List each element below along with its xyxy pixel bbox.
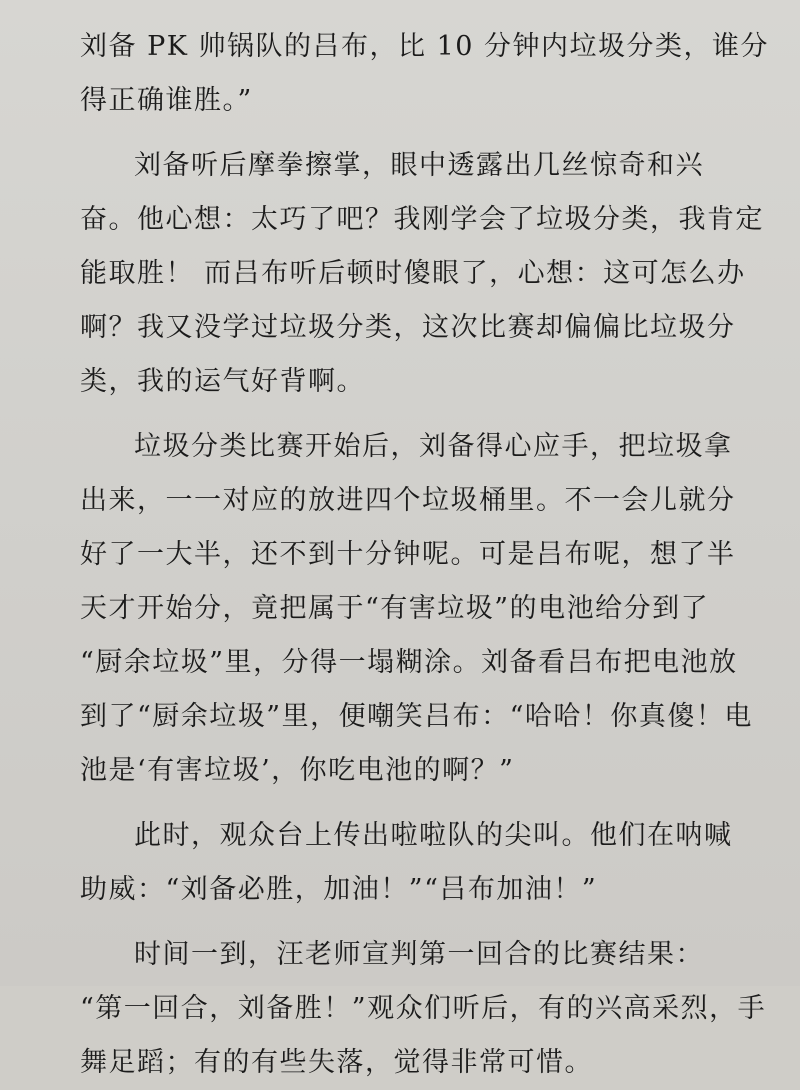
text-line: 啊？我又没学过垃圾分类，这次比赛却偏偏比垃圾分 (80, 312, 736, 343)
page-text (80, 20, 770, 1090)
text-line: 好了一大半，还不到十分钟呢。可是吕布呢，想了半 (80, 539, 736, 570)
text-line: 奋。他心想：太巧了吧？我刚学会了垃圾分类，我肯定 (80, 204, 764, 235)
text-line: 舞足蹈；有的有些失落，觉得非常可惜。 (80, 1047, 593, 1078)
text-line: 时间一到，汪老师宣判第一回合的比赛结果： (134, 939, 704, 970)
text-line: 出来，一一对应的放进四个垃圾桶里。不一会儿就分 (80, 485, 736, 516)
text-line: 此时，观众台上传出啦啦队的尖叫。他们在呐喊 (134, 820, 733, 851)
text-line: 池是‘有害垃圾’，你吃电池的啊？” (80, 755, 515, 786)
text-line: “第一回合，刘备胜！”观众们听后，有的兴高采烈，手 (80, 993, 767, 1024)
text-line: 类，我的运气好背啊。 (80, 366, 365, 397)
text-line: 刘备 PK 帅锅队的吕布，比 10 分钟内垃圾分类，谁分 (80, 31, 770, 62)
text-line: 刘备听后摩拳擦掌，眼中透露出几丝惊奇和兴 (134, 150, 704, 181)
text-line: 垃圾分类比赛开始后，刘备得心应手，把垃圾拿 (134, 431, 733, 462)
text-line: “厨余垃圾”里，分得一塌糊涂。刘备看吕布把电池放 (80, 647, 738, 678)
text-line: 能取胜！ 而吕布听后顿时傻眼了，心想：这可怎么办 (80, 258, 746, 289)
text-line: 助威：“刘备必胜，加油！”“吕布加油！” (80, 874, 598, 905)
text-line: 天才开始分，竟把属于“有害垃圾”的电池给分到了 (80, 593, 710, 624)
text-line: 到了“厨余垃圾”里，便嘲笑吕布：“哈哈！你真傻！电 (80, 701, 753, 732)
text-line: 得正确谁胜。” (80, 85, 253, 116)
